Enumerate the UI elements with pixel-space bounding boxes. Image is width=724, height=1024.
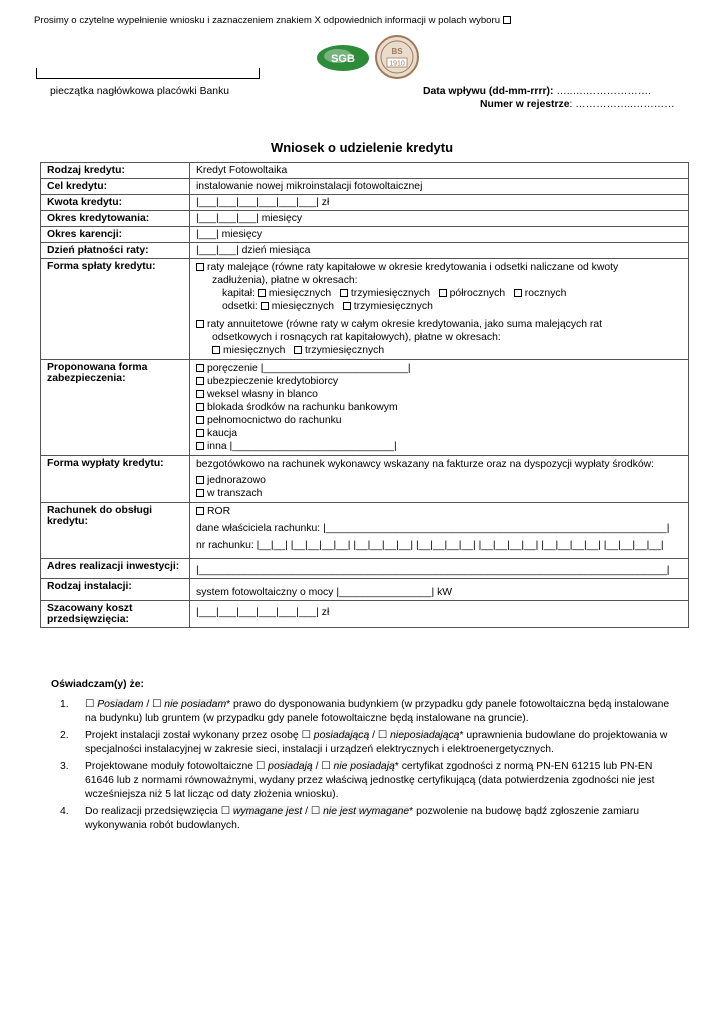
sgb-logo-text: SGB bbox=[331, 53, 355, 65]
estimated-cost-field[interactable]: |___|___|___|___|___|___| zł bbox=[190, 601, 689, 628]
bank-stamp-label: pieczątka nagłówkowa placówki Banku bbox=[50, 86, 230, 97]
row-grace bbox=[41, 227, 689, 243]
guarantee-checkbox[interactable] bbox=[196, 364, 204, 372]
declaration-1-option-has[interactable]: Posiadam bbox=[97, 699, 144, 710]
installation-type-label: Rodzaj instalacji: bbox=[41, 579, 190, 601]
capital-period-options: kapitał: miesięcznych trzymiesięcznych półrocznych rocznych bbox=[222, 288, 567, 299]
capital-semiannual-checkbox[interactable] bbox=[439, 289, 447, 297]
tranches-checkbox[interactable] bbox=[196, 489, 204, 497]
row-service-account bbox=[41, 503, 689, 559]
investment-address-field[interactable]: |_________________________________________________________________________________| bbox=[190, 559, 689, 579]
funds-blockade-checkbox[interactable] bbox=[196, 403, 204, 411]
capital-quarterly-checkbox[interactable] bbox=[340, 289, 348, 297]
sgb-logo bbox=[316, 44, 370, 72]
account-owner-field[interactable]: dane właściciela rachunku: |___________________________________________________________| bbox=[196, 523, 670, 534]
account-number-field[interactable]: nr rachunku: |__|__| |__|__|__|__| |__|__|__|__| |__|__|__|__| |__|__|__|__| |__|__|__|__| |__|__|__|__| bbox=[196, 540, 664, 551]
declaration-4: 4. Do realizacji przedsięwzięcia ☐ wymagane jest / ☐ nie jest wymagane* pozwolenie na budowę bądź zgłoszenie zamiaru wykonywania robót budowlanych. bbox=[60, 806, 640, 831]
grace-label: Okres karencji: bbox=[41, 227, 190, 243]
row-investment-address bbox=[41, 559, 689, 579]
credit-type-label: Rodzaj kredytu: bbox=[41, 163, 190, 179]
deposit-checkbox[interactable] bbox=[196, 429, 204, 437]
row-credit-type bbox=[41, 163, 689, 179]
row-period bbox=[41, 211, 689, 227]
declaration-3: 3. Projektowane moduły fotowoltaiczne ☐ posiadają / ☐ nie posiadają* certyfikat zgodności z normą PN-EN 61215 lub PN-EN 61646 lub z normami równoważnymi, wydany przez właściwą jednostkę certyfikującą (data potwierdzenia zgodności nie jest wcześniejsza niż 5 lat licząc od daty złożenia wniosku). bbox=[60, 761, 655, 800]
row-amount bbox=[41, 195, 689, 211]
interest-monthly-checkbox[interactable] bbox=[261, 302, 269, 310]
page-title: Wniosek o udzielenie kredytu bbox=[270, 140, 454, 155]
period-label: Okres kredytowania: bbox=[41, 211, 190, 227]
bank-stamp-field[interactable] bbox=[36, 68, 260, 79]
top-instruction: Prosimy o czytelne wypełnienie wniosku i zaznaczeniem znakiem X odpowiednich informacji w polach wyboru bbox=[34, 15, 514, 26]
declaration-3-option-have[interactable]: posiadają bbox=[268, 761, 313, 772]
service-account-fields: ROR dane właściciela rachunku: |___________________________________________________________| nr rachunku: |__|__| |__|__|__|__| |__|__|__|__| |__|__|__|__| |__|__|__|__| |__|__|__|__| |__|__|__|__| bbox=[190, 503, 689, 559]
collateral-label: Proponowana forma zabezpieczenia: bbox=[41, 360, 190, 456]
payment-day-field[interactable]: |___|___| dzień miesiąca bbox=[190, 243, 689, 259]
declaration-1-option-has-not[interactable]: nie posiadam bbox=[164, 699, 227, 710]
capital-monthly-checkbox[interactable] bbox=[258, 289, 266, 297]
amount-field[interactable]: |___|___|___|___|___|___| zł bbox=[190, 195, 689, 211]
amount-label: Kwota kredytu: bbox=[41, 195, 190, 211]
repayment-label: Forma spłaty kredytu: bbox=[41, 259, 190, 360]
annuity-installments-checkbox[interactable] bbox=[196, 320, 204, 328]
interest-quarterly-checkbox[interactable] bbox=[343, 302, 351, 310]
annuity-period-options: miesięcznych trzymiesięcznych bbox=[196, 344, 682, 357]
annuity-monthly-checkbox[interactable] bbox=[212, 346, 220, 354]
ror-checkbox[interactable] bbox=[196, 507, 204, 515]
decreasing-installments-checkbox[interactable] bbox=[196, 263, 204, 271]
declarations-title: Oświadczam(y) że: bbox=[51, 679, 144, 690]
bs-logo-year: 1910 bbox=[389, 60, 405, 68]
borrower-insurance-checkbox[interactable] bbox=[196, 377, 204, 385]
capital-annual-checkbox[interactable] bbox=[514, 289, 522, 297]
row-collateral bbox=[41, 360, 689, 456]
credit-purpose-value[interactable]: instalowanie nowej mikroinstalacji fotowoltaicznej bbox=[190, 179, 689, 195]
bs-logo-text: BS bbox=[391, 47, 403, 56]
declaration-2-option-unqualified[interactable]: nieposiadającą bbox=[390, 730, 460, 741]
declaration-2: 2. Projekt instalacji został wykonany przez osobę ☐ posiadającą / ☐ nieposiadającą* uprawnienia budowlane do projektowania w specjalności instalacyjnej w zakresie sieci, instalacji i urządzeń elektrycznych i elektroenergetycznych. bbox=[60, 730, 668, 755]
investment-address-label: Adres realizacji inwestycji: bbox=[41, 559, 190, 579]
credit-application-table bbox=[40, 162, 689, 628]
row-payment-day bbox=[41, 243, 689, 259]
declaration-2-option-qualified[interactable]: posiadającą bbox=[313, 730, 370, 741]
disbursement-options: bezgotówkowo na rachunek wykonawcy wskazany na fakturze oraz na dyspozycji wypłaty środków: jednorazowo w transzach bbox=[190, 456, 689, 503]
service-account-label: Rachunek do obsługi kredytu: bbox=[41, 503, 190, 559]
period-field[interactable]: |___|___|___| miesięcy bbox=[190, 211, 689, 227]
declaration-4-option-not-required[interactable]: nie jest wymagane bbox=[323, 806, 410, 817]
row-installation-type bbox=[41, 579, 689, 601]
row-repayment bbox=[41, 259, 689, 360]
installation-power-field[interactable]: system fotowoltaiczny o mocy |________________| kW bbox=[190, 579, 689, 601]
bs-1910-logo bbox=[374, 34, 420, 80]
other-collateral-checkbox[interactable] bbox=[196, 442, 204, 450]
blank-promissory-note-checkbox[interactable] bbox=[196, 390, 204, 398]
payment-day-label: Dzień płatności raty: bbox=[41, 243, 190, 259]
row-disbursement bbox=[41, 456, 689, 503]
account-power-of-attorney-checkbox[interactable] bbox=[196, 416, 204, 424]
grace-field[interactable]: |___| miesięcy bbox=[190, 227, 689, 243]
disbursement-label: Forma wypłaty kredytu: bbox=[41, 456, 190, 503]
date-received[interactable]: Data wpływu (dd-mm-rrrr): …..….………………. bbox=[423, 86, 652, 97]
credit-purpose-label: Cel kredytu: bbox=[41, 179, 190, 195]
sample-checkbox-icon bbox=[503, 16, 511, 24]
repayment-options: raty malejące (równe raty kapitałowe w okresie kredytowania i odsetki naliczane od kwoty zadłużenia), płatne w okresach: kapitał: miesięcznych trzymiesięcznych półrocznych rocznych odsetki: miesięcznych trzymiesięcznych raty annuitetowe (równe raty w całym okresie kredytowania, jako suma malejących rat odsetkowych i rosnących rat kapitałowych), płatne w okresach: miesięcznych trzymiesięcznych bbox=[190, 259, 689, 360]
annuity-quarterly-checkbox[interactable] bbox=[294, 346, 302, 354]
collateral-options: poręczenie |_________________________| ubezpieczenie kredytobiorcy weksel własny in blanco blokada środków na rachunku bankowym pełnomocnictwo do rachunku kaucja inna |____________________________| bbox=[190, 360, 689, 456]
row-credit-purpose bbox=[41, 179, 689, 195]
register-number[interactable]: Numer w rejestrze: ……………..………… bbox=[480, 99, 675, 110]
declaration-1: 1. ☐ Posiadam / ☐ nie posiadam* prawo do dysponowania budynkiem (w przypadku gdy panele fotowoltaiczna będą instalowane na budynku) lub gruntem (w przypadku gdy panele fotowoltaiczne będą instalowane na gruncie). bbox=[60, 699, 670, 724]
declaration-4-option-required[interactable]: wymagane jest bbox=[232, 806, 303, 817]
row-estimated-cost bbox=[41, 601, 689, 628]
credit-type-value[interactable]: Kredyt Fotowoltaika bbox=[190, 163, 689, 179]
one-time-checkbox[interactable] bbox=[196, 476, 204, 484]
estimated-cost-label: Szacowany koszt przedsięwzięcia: bbox=[41, 601, 190, 628]
declaration-3-option-have-not[interactable]: nie posiadają bbox=[333, 761, 395, 772]
interest-period-options: odsetki: miesięcznych trzymiesięcznych bbox=[222, 301, 433, 312]
